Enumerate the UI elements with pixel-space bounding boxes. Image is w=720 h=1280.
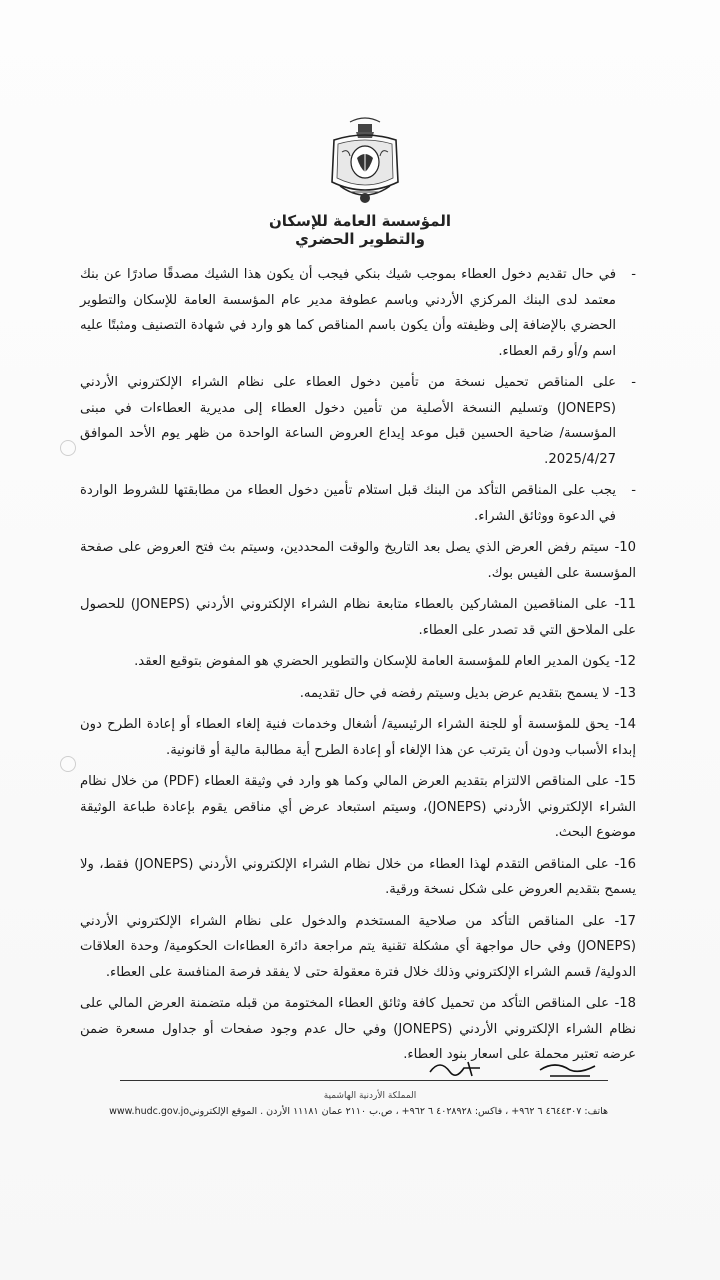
item-marker: 18- xyxy=(614,996,636,1011)
footer-contact-details: هاتف: ٤٦٤٤٣٠٧ ٦ ٩٦٢+ ، فاكس: ٤٠٢٨٩٢٨ ٦ ٩٦٢+ ، ص.ب ٢١١٠ عمان ١١١٨١ الأردن . الموقع الإلكتروني xyxy=(189,1106,608,1117)
list-item xyxy=(80,769,636,846)
item-text: سيتم رفض العرض الذي يصل بعد التاريخ والوقت المحددين، وسيتم بث فتح العروض على صفحة المؤسسة على الفيس بوك. xyxy=(80,540,636,581)
item-text: على المناقص التأكد من صلاحية المستخدم والدخول على نظام الشراء الإلكتروني الأردني (JONEPS) وفي حال مواجهة أي مشكلة تقنية يتم مراجعة دائرة العطاءات الحكومية/ وحدة العلاقات الدولية/ قسم الشراء الإلكتروني وذلك خلال فترة معقولة حتى لا يفقد فرصة المنافسة على العطاء. xyxy=(80,913,636,980)
item-marker: 17- xyxy=(614,913,636,929)
item-marker: 12- xyxy=(614,654,636,669)
item-marker: 14- xyxy=(614,717,637,732)
item-text: لا يسمح بتقديم عرض بديل وسيتم رفضه في حال تقديمه. xyxy=(299,685,610,701)
list-item xyxy=(80,592,636,643)
list-item xyxy=(80,712,636,763)
item-marker: 10- xyxy=(614,540,637,555)
item-text: في حال تقديم دخول العطاء بموجب شيك بنكي فيجب أن يكون هذا الشيك مصدقًا صادرًا عن بنك معتمد لدى البنك المركزي الأردني وباسم عطوفة مدير عام المؤسسة العامة للإسكان والتطوير الحضري بالإضافة إلى وظيفته وأن يكون باسم المناقص كما هو وارد في شهادة التصنيف ومثبتًا عليه اسم و/أو رقم العطاء. xyxy=(80,267,616,359)
list-item xyxy=(80,478,636,529)
item-text: يحق للمؤسسة أو للجنة الشراء الرئيسية/ أشغال وخدمات فنية إلغاء العطاء أو إعادة الطرح دون إبداء الأسباب ودون أن يترتب عن هذا الإلغاء أو إعادة الطرح أية مطالبة مالية أو قانونية. xyxy=(80,717,636,758)
item-marker: 15- xyxy=(614,774,636,789)
footer-website-link[interactable]: www.hudc.gov.jo xyxy=(109,1106,190,1117)
item-marker: - xyxy=(631,483,636,498)
list-item xyxy=(80,909,636,986)
list-item xyxy=(80,649,636,675)
item-marker: - xyxy=(631,267,636,282)
item-marker: - xyxy=(631,375,636,390)
item-text: يكون المدير العام للمؤسسة العامة للإسكان والتطوير الحضري هو المفوض بتوقيع العقد. xyxy=(134,654,610,669)
emblem-icon xyxy=(320,112,410,212)
item-text: على المناقص التقدم لهذا العطاء من خلال نظام الشراء الإلكتروني الأردني (JONEPS) فقط، ولا يسمح بتقديم العروض على شكل نسخة ورقية. xyxy=(80,856,636,897)
footer-divider xyxy=(120,1080,608,1081)
coat-of-arms-emblem xyxy=(320,112,410,212)
footer-contact xyxy=(109,1106,608,1117)
list-item xyxy=(80,370,636,472)
organization-name: المؤسسة العامة للإسكان والتطوير الحضري xyxy=(269,212,451,248)
item-text: على المناقص التأكد من تحميل كافة وثائق العطاء المختومة من قبله متضمنة العرض المالي على نظام الشراء الإلكتروني الأردني (JONEPS) وفي حال عدم وجود صفحات أو جداول مسعرة ضمن عرضه تعتبر محملة على اسعار بنود العطاء. xyxy=(80,996,636,1062)
item-marker: 11- xyxy=(614,597,636,612)
item-text: يجب على المناقص التأكد من البنك قبل استلام تأمين دخول العطاء من مطابقتها للشروط الواردة في الدعوة ووثائق الشراء. xyxy=(80,483,616,524)
signature-icon xyxy=(420,1050,620,1090)
item-marker: 16- xyxy=(614,856,636,872)
item-text: على المناقصين المشاركين بالعطاء متابعة نظام الشراء الإلكتروني الأردني (JONEPS) للحصول على الملاحق التي قد تصدر على العطاء. xyxy=(80,597,636,638)
item-text: على المناقص تحميل نسخة من تأمين دخول العطاء على نظام الشراء الإلكتروني الأردني (JONEPS) وتسليم النسخة الأصلية من تأمين دخول العطاء إلى مديرية العطاءات في مبنى المؤسسة/ ضاحية الحسين قبل موعد إيداع العروض الساعة الواحدة من ظهر يوم الأحد الموافق 2025/4/27. xyxy=(80,375,616,467)
item-text: على المناقص الالتزام بتقديم العرض المالي وكما هو وارد في وثيقة العطاء (PDF) من خلال نظام الشراء الإلكتروني الأردني (JONEPS)، وسيتم استبعاد عرض أي مناقص يقوم بإعادة طباعة الوثيقة موضوع البحث. xyxy=(80,774,636,840)
footer-kingdom: المملكة الأردنية الهاشمية xyxy=(323,1091,417,1101)
list-item xyxy=(80,535,636,586)
list-item xyxy=(80,852,636,903)
punch-hole xyxy=(60,440,76,456)
punch-hole xyxy=(60,756,76,772)
conditions-list xyxy=(80,262,636,1074)
handwritten-signature xyxy=(420,1050,620,1090)
list-item xyxy=(80,262,636,364)
item-marker: 13- xyxy=(614,685,636,701)
list-item xyxy=(80,681,636,707)
